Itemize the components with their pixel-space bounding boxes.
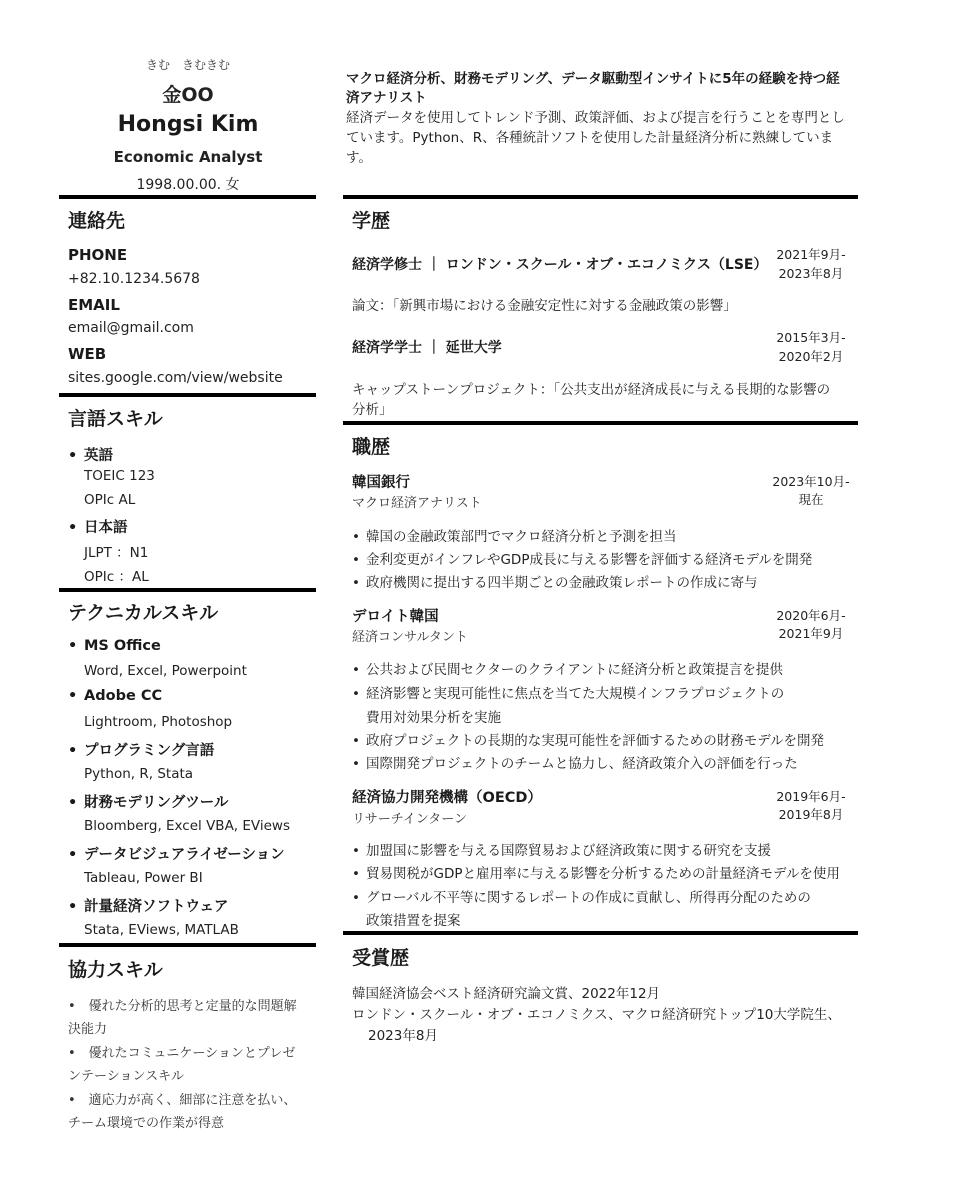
job-date: 2020年6月-: [776, 608, 846, 623]
divider: [59, 195, 316, 199]
divider: [59, 588, 316, 592]
soft-skill-line: チーム環境での作業が得意: [68, 1116, 225, 1131]
language-detail: TOEIC 123: [84, 468, 155, 484]
job-bullet: • 政府プロジェクトの長期的な実現可能性を評価するための財務モデルを開発: [352, 729, 824, 749]
language-detail: OPIc ：AL: [84, 569, 149, 585]
project-note: キャップストーンプロジェクト：「公共支出が経済成長に与える長期的な影響の: [352, 382, 831, 398]
tech-skill-item: • データビジュアライゼーション: [68, 843, 285, 864]
name-kanji: 金OO: [162, 84, 214, 106]
job-bullet: • 政府機関に提出する四半期ごとの金融政策レポートの作成に寄与: [352, 571, 758, 591]
employer-name: デロイト韓国: [352, 609, 439, 625]
award-line: 韓国経済協会ベスト経済研究論文賞、2022年12月: [352, 986, 661, 1002]
summary-body: す。: [346, 150, 372, 166]
education-title: 学歴: [352, 210, 391, 232]
divider: [343, 195, 858, 199]
language-detail: JLPT ：N1: [84, 545, 149, 561]
soft-skills-title: 協力スキル: [68, 959, 163, 981]
awards-title: 受賞歴: [352, 947, 410, 969]
language-detail: OPIc AL: [84, 492, 136, 508]
divider: [343, 421, 858, 425]
degree-date: 2023年8月: [778, 266, 844, 281]
job-bullet: • 国際開発プロジェクトのチームと協力し、経済政策介入の評価を行った: [352, 752, 798, 772]
job-bullet: • 加盟国に影響を与える国際貿易および経済政策に関する研究を支援: [352, 839, 771, 859]
contact-title: 連絡先: [68, 210, 126, 232]
degree-title: 経済学修士 ｜ ロンドン・スクール・オブ・エコノミクス（LSE）: [352, 257, 768, 273]
job-role: マクロ経済アナリスト: [352, 496, 482, 511]
tech-skill-detail: Word, Excel, Powerpoint: [84, 663, 247, 679]
divider: [343, 931, 858, 935]
name-furigana: きむ きむきむ: [145, 58, 230, 72]
summary-headline: マクロ経済分析、財務モデリング、データ駆動型インサイトに5年の経験を持つ経: [346, 71, 840, 87]
web-value: sites.google.com/view/website: [68, 370, 283, 386]
languages-title: 言語スキル: [68, 408, 163, 430]
job-bullet: • 貿易関税がGDPと雇用率に与える影響を分析するための計量経済モデルを使用: [352, 862, 840, 882]
summary-headline: 済アナリスト: [346, 90, 427, 106]
award-line: ロンドン・スクール・オブ・エコノミクス、マクロ経済研究トップ10大学院生、: [352, 1007, 841, 1023]
divider: [59, 943, 316, 947]
job-title: Economic Analyst: [113, 148, 263, 166]
work-title: 職歴: [352, 436, 391, 458]
employer-name: 韓国銀行: [352, 475, 410, 491]
thesis-note: 論文：「新興市場における金融安定性に対する金融政策の影響」: [352, 298, 737, 314]
degree-title: 経済学学士 ｜ 延世大学: [352, 340, 502, 356]
project-note: 分析」: [352, 402, 393, 418]
soft-skill-line: ンテーションスキル: [68, 1069, 184, 1084]
tech-skill-detail: Tableau, Power BI: [84, 870, 203, 886]
language-item: • 日本語: [68, 516, 128, 537]
job-date: 2021年9月: [778, 626, 844, 641]
job-date: 2019年8月: [778, 807, 844, 822]
tech-skill-item: • MS Office: [68, 638, 161, 654]
job-bullet: • 金利変更がインフレやGDP成長に与える影響を評価する経済モデルを開発: [352, 548, 812, 568]
job-date: 2023年10月-: [772, 474, 850, 489]
tech-skill-detail: Lightroom, Photoshop: [84, 714, 233, 730]
degree-date: 2020年2月: [778, 349, 844, 364]
summary-body: 経済データを使用してトレンド予測、政策評価、および提言を行うことを専門とし: [346, 110, 845, 126]
job-bullet: • 韓国の金融政策部門でマクロ経済分析と予測を担当: [352, 525, 677, 545]
technical-title: テクニカルスキル: [68, 602, 219, 624]
tech-skill-detail: Python, R, Stata: [84, 766, 194, 782]
job-bullet: • 経済影響と実現可能性に焦点を当てた大規模インフラプロジェクトの: [352, 682, 784, 702]
soft-skill-line: • 優れた分析的思考と定量的な問題解: [68, 999, 297, 1014]
tech-skill-item: • 財務モデリングツール: [68, 791, 228, 812]
summary-body: ています。Python、R、各種統計ソフトを使用した計量経済分析に熟練していま: [346, 130, 834, 146]
email-label: EMAIL: [68, 296, 120, 314]
job-role: リサーチインターン: [352, 812, 468, 827]
job-bullet-continued: 政策措置を提案: [366, 913, 461, 929]
award-line: 2023年8月: [368, 1028, 438, 1044]
email-value: email@gmail.com: [68, 320, 194, 336]
job-bullet: • グローバル不平等に関するレポートの作成に貢献し、所得再分配のための: [352, 886, 811, 906]
soft-skill-line: • 適応力が高く、細部に注意を払い、: [68, 1093, 297, 1108]
phone-label: PHONE: [68, 246, 128, 264]
job-bullet-continued: 費用対効果分析を実施: [366, 710, 501, 726]
divider: [59, 393, 316, 397]
web-label: WEB: [68, 345, 107, 363]
tech-skill-item: • Adobe CC: [68, 688, 162, 704]
job-date: 2019年6月-: [776, 789, 846, 804]
name-english: Hongsi Kim: [117, 112, 259, 137]
job-role: 経済コンサルタント: [352, 630, 468, 645]
soft-skill-line: • 優れたコミュニケーションとプレゼ: [68, 1046, 296, 1061]
tech-skill-item: • プログラミング言語: [68, 739, 214, 760]
employer-name: 経済協力開発機構（OECD）: [352, 790, 542, 806]
tech-skill-detail: Bloomberg, Excel VBA, EViews: [84, 818, 290, 834]
tech-skill-item: • 計量経済ソフトウェア: [68, 895, 228, 916]
degree-date: 2021年9月-: [776, 247, 846, 262]
job-bullet: • 公共および民間セクターのクライアントに経済分析と政策提言を提供: [352, 658, 783, 678]
tech-skill-detail: Stata, EViews, MATLAB: [84, 922, 239, 938]
job-date: 現在: [798, 492, 824, 507]
birth-date: 1998.00.00. 女: [136, 177, 240, 193]
degree-date: 2015年3月-: [776, 330, 846, 345]
soft-skill-line: 決能力: [68, 1022, 108, 1037]
language-item: • 英語: [68, 444, 113, 465]
phone-value: +82.10.1234.5678: [68, 271, 200, 287]
